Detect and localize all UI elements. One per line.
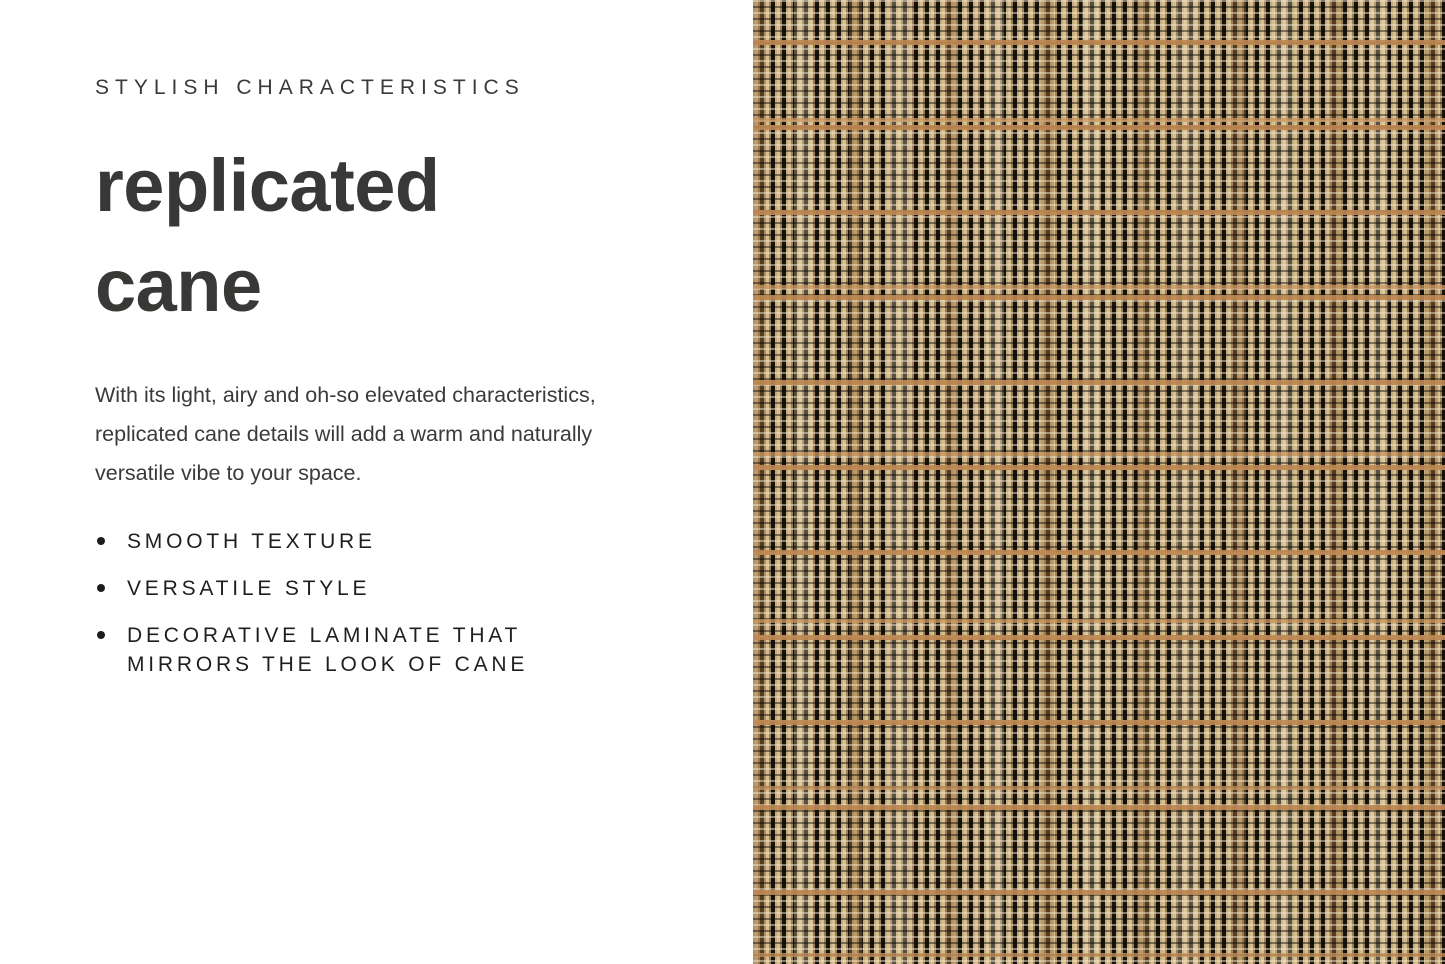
title-line-2: cane (95, 244, 262, 327)
bullet-dot (97, 631, 105, 639)
feature-item (95, 527, 693, 556)
feature-label: DECORATIVE LAMINATE THAT MIRRORS THE LOOK OF CANE (127, 624, 529, 676)
feature-item (95, 621, 693, 679)
title-line-1: replicated (95, 144, 440, 227)
cane-texture-image (753, 0, 1445, 964)
eyebrow-label: STYLISH CHARACTERISTICS (95, 76, 525, 99)
feature-list (95, 527, 693, 679)
feature-label: SMOOTH TEXTURE (127, 530, 376, 553)
feature-label: VERSATILE STYLE (127, 577, 371, 600)
bullet-dot (97, 584, 105, 592)
product-title (95, 136, 693, 336)
bullet-dot (97, 537, 105, 545)
product-description: With its light, airy and oh-so elevated characteristics, replicated cane details will add a warm and naturally versatile vibe to your space. (95, 383, 596, 485)
feature-item (95, 574, 693, 603)
